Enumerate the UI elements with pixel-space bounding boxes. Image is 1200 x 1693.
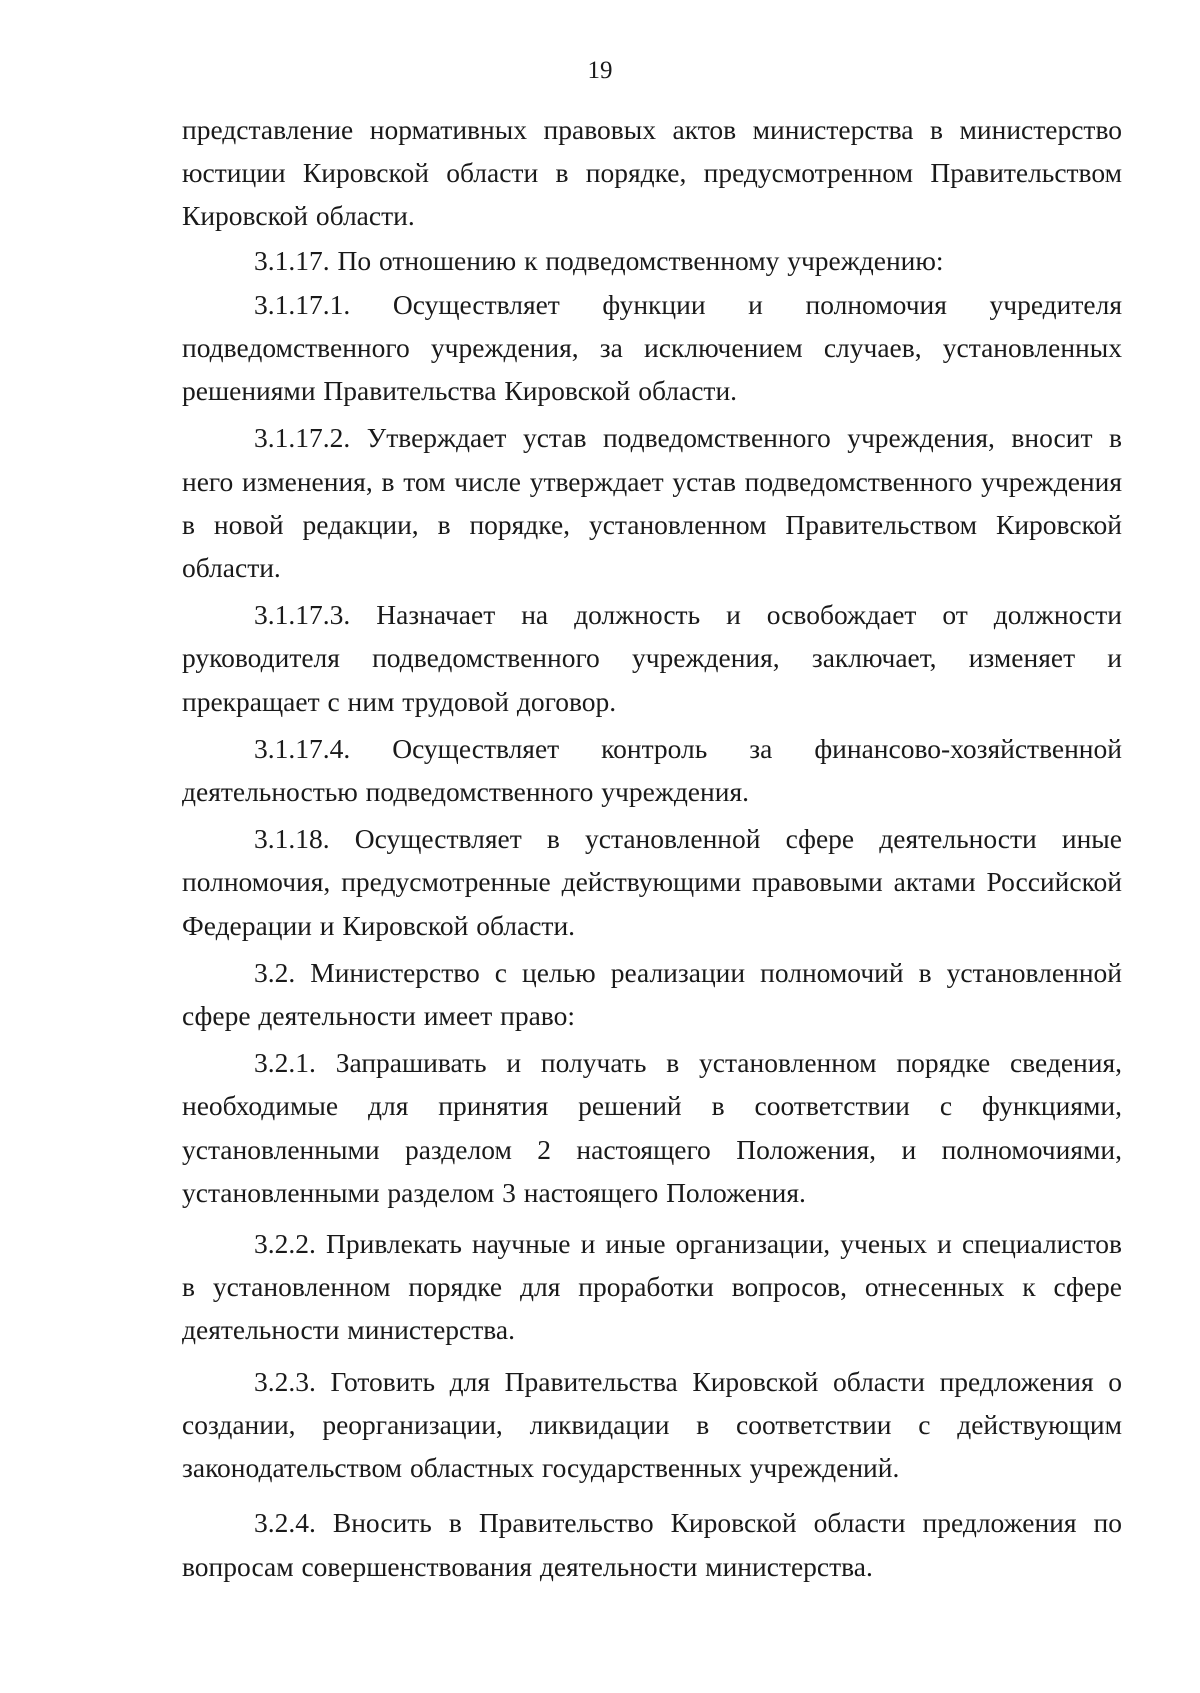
paragraph-3-1-18: 3.1.18. Осуществляет в установленной сфере деятельности иные полномочия, предусмотренные действующими правовыми актами Российской Федерации и Кировской области. (182, 823, 1122, 941)
paragraph-3-2-1: 3.2.1. Запрашивать и получать в установленном порядке сведения, необходимые для принятия решений в соответствии с функциями, установленными разделом 2 настоящего Положения, и полномочиями, установленными разделом 3 настоящего Положения. (182, 1047, 1122, 1208)
paragraph-3-1-17-3: 3.1.17.3. Назначает на должность и освобождает от должности руководителя подведомственного учреждения, заключает, изменяет и прекращает с ним трудовой договор. (182, 599, 1122, 717)
paragraph-3-1-17-1: 3.1.17.1. Осуществляет функции и полномочия учредителя подведомственного учреждения, за исключением случаев, установленных решениями Правительства Кировской области. (182, 288, 1122, 407)
document-body (182, 108, 1122, 1588)
paragraph-3-2-2: 3.2.2. Привлекать научные и иные организации, ученых и специалистов в установленном порядке для проработки вопросов, отнесенных к сфере деятельности министерства. (182, 1228, 1122, 1346)
paragraph-continuation: представление нормативных правовых актов министерства в министерство юстиции Кировской области в порядке, предусмотренном Правительством Кировской области. (182, 114, 1122, 232)
paragraph-3-1-17: 3.1.17. По отношению к подведомственному учреждению: (254, 244, 944, 276)
paragraph-3-2-4: 3.2.4. Вносить в Правительство Кировской области предложения по вопросам совершенствования деятельности министерства. (182, 1507, 1122, 1582)
paragraph-3-2-3: 3.2.3. Готовить для Правительства Кировской области предложения о создании, реорганизации, ликвидации в соответствии с действующим законодательством областных государственных учреждений. (182, 1365, 1122, 1484)
paragraph-3-1-17-2: 3.1.17.2. Утверждает устав подведомственного учреждения, вносит в него изменения, в том числе утверждает устав подведомственного учреждения в новой редакции, в порядке, установленном Правительством Кировской области. (182, 422, 1122, 584)
paragraph-3-1-17-4: 3.1.17.4. Осуществляет контроль за финансово-хозяйственной деятельностью подведомственного учреждения. (182, 732, 1122, 808)
paragraph-3-2: 3.2. Министерство с целью реализации полномочий в установленной сфере деятельности имеет право: (182, 956, 1122, 1032)
page-number: 19 (587, 57, 613, 84)
